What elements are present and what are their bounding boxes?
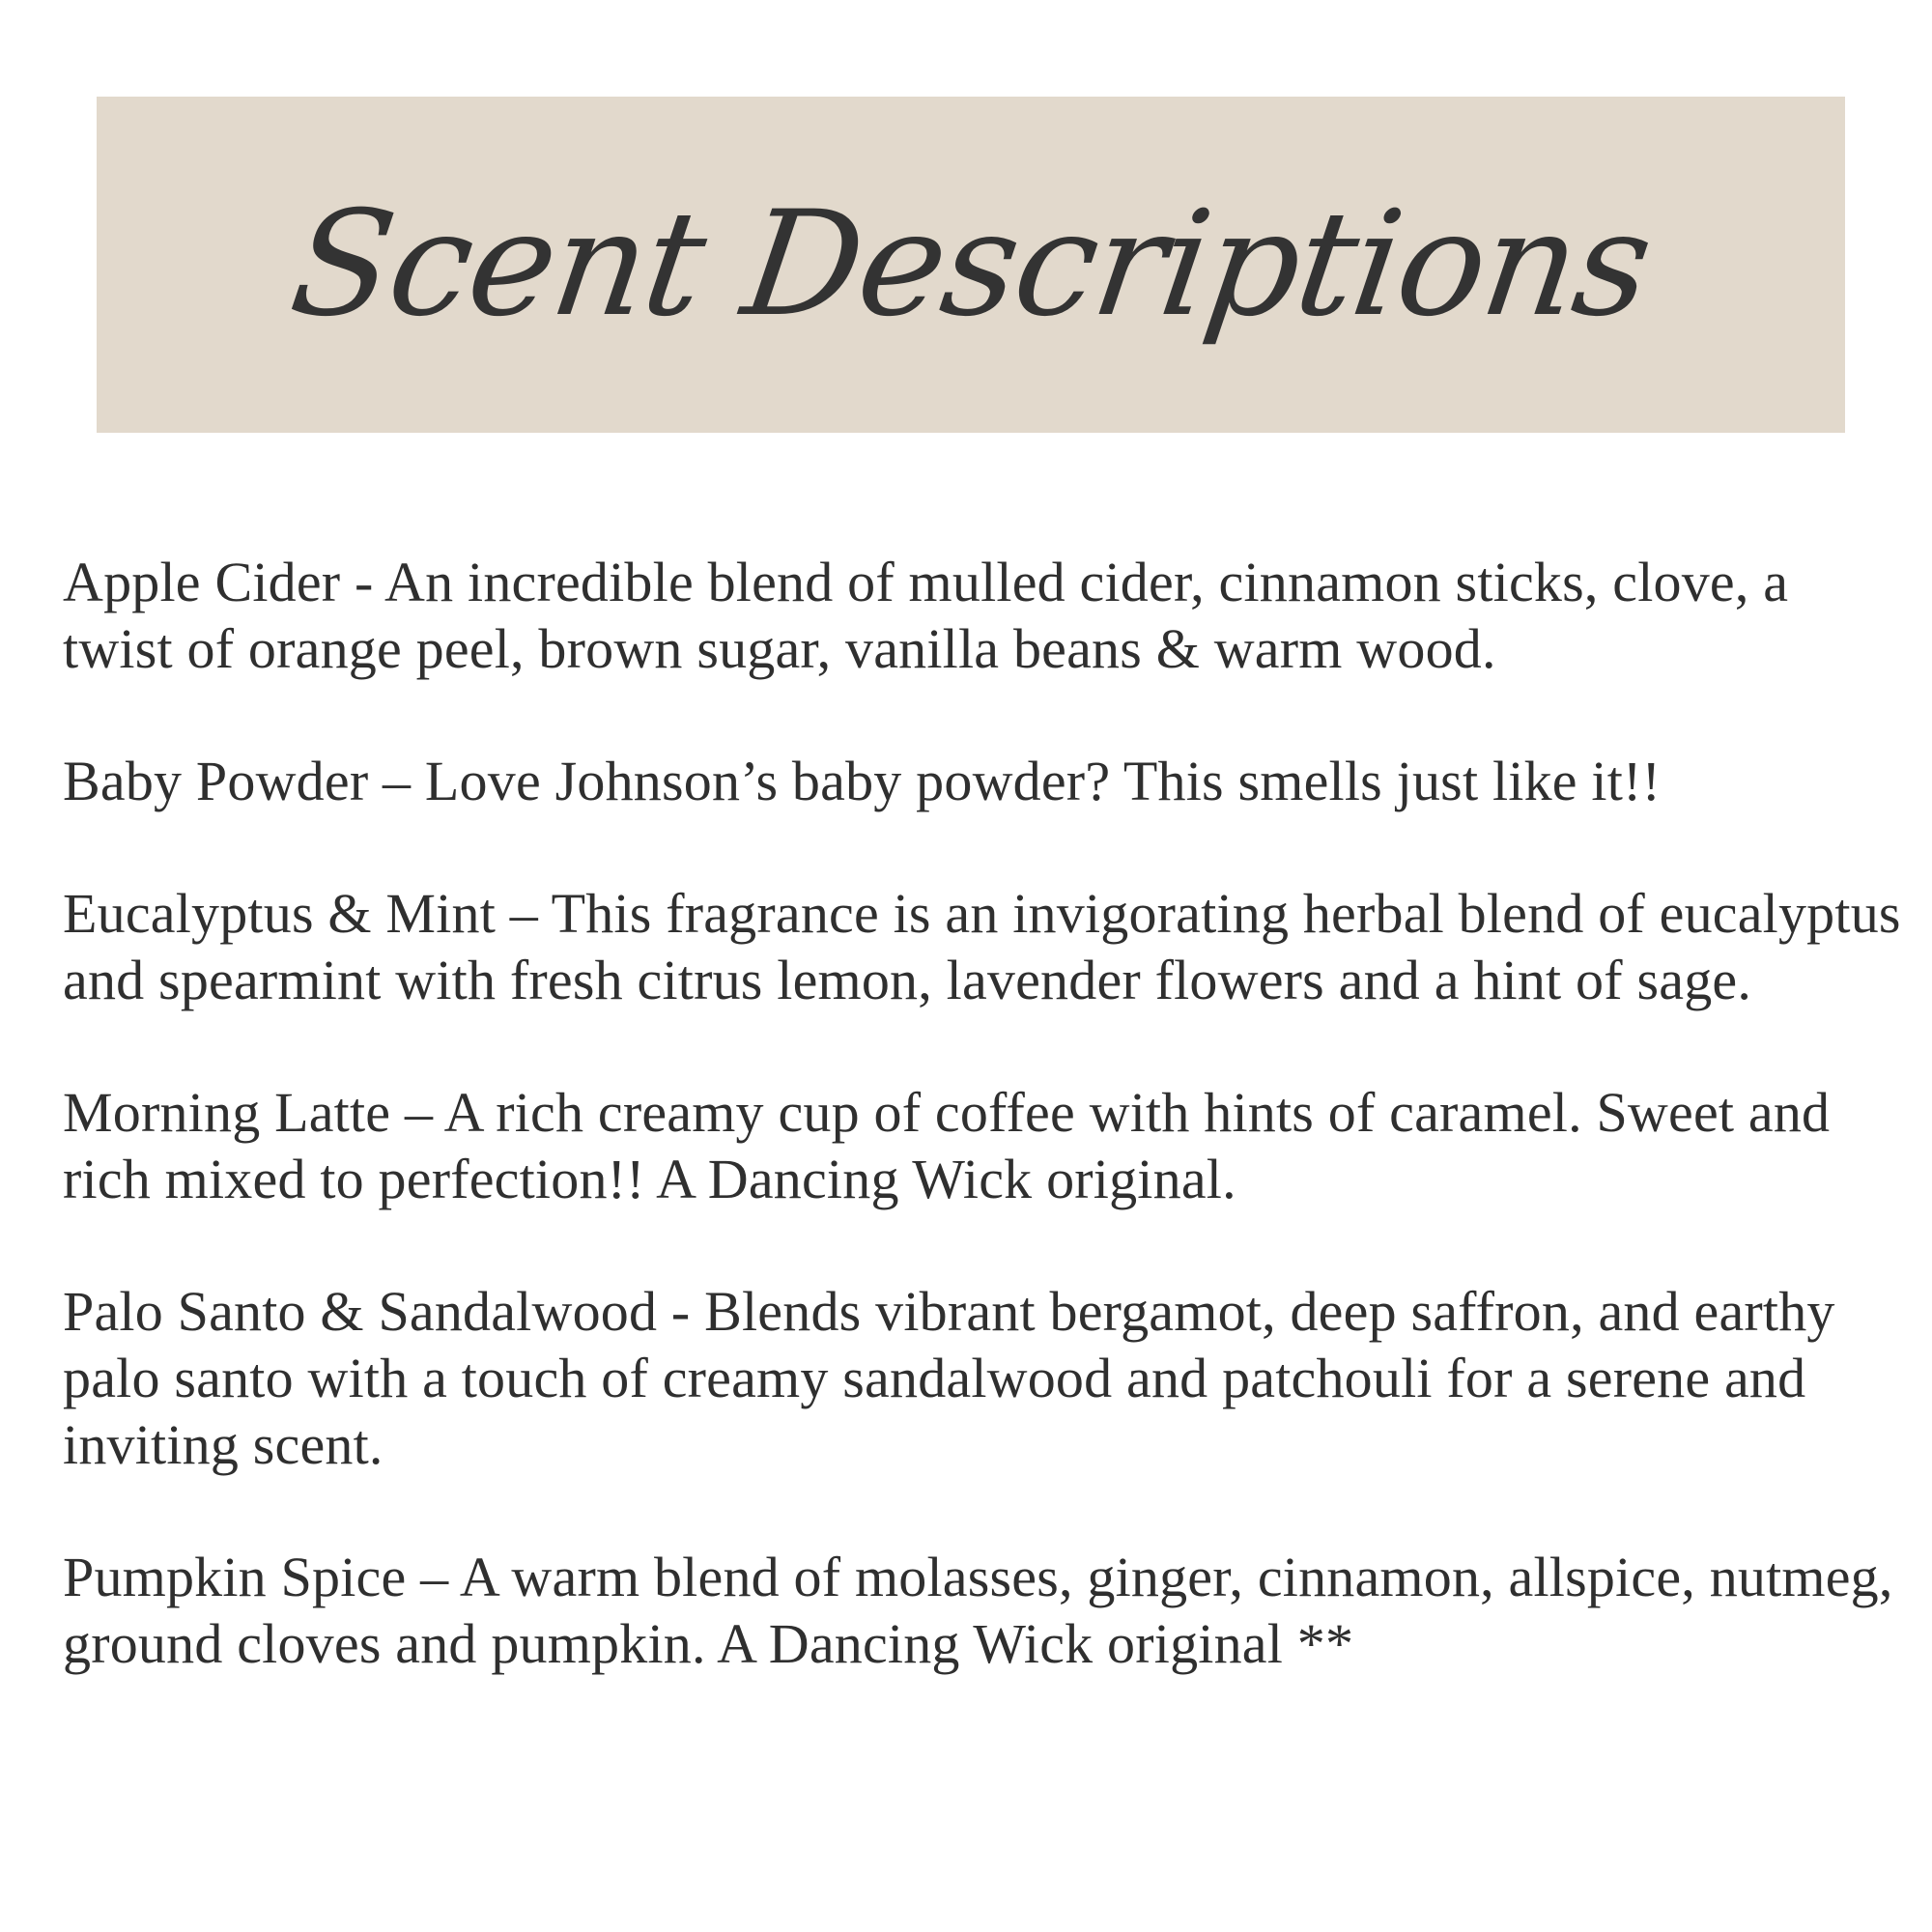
- scent-description-eucalyptus-mint: Eucalyptus & Mint – This fragrance is an invigorating herbal blend of eucalyptus and spearmint with fresh citrus lemon, lavender flowers and a hint of sage.: [63, 882, 1901, 1011]
- scent-description-morning-latte: Morning Latte – A rich creamy cup of coffee with hints of caramel. Sweet and rich mixed to perfection!! A Dancing Wick original.: [63, 1081, 1831, 1210]
- scent-description-apple-cider: Apple Cider - An incredible blend of mulled cider, cinnamon sticks, clove, a twist of orange peel, brown sugar, vanilla beans & warm wood.: [63, 551, 1789, 680]
- scent-description-palo-santo-sandalwood: Palo Santo & Sandalwood - Blends vibrant bergamot, deep saffron, and earthy palo santo with a touch of creamy sandalwood and patchouli for a serene and inviting scent.: [63, 1280, 1835, 1476]
- title-banner: [97, 97, 1845, 433]
- scent-description-pumpkin-spice: Pumpkin Spice – A warm blend of molasses, ginger, cinnamon, allspice, nutmeg, ground cloves and pumpkin. A Dancing Wick original **: [63, 1546, 1893, 1675]
- page-title: Scent Descriptions: [281, 181, 1661, 349]
- scent-description-baby-powder: Baby Powder – Love Johnson’s baby powder? This smells just like it!!: [63, 750, 1662, 812]
- scent-description-list: [63, 549, 1903, 1677]
